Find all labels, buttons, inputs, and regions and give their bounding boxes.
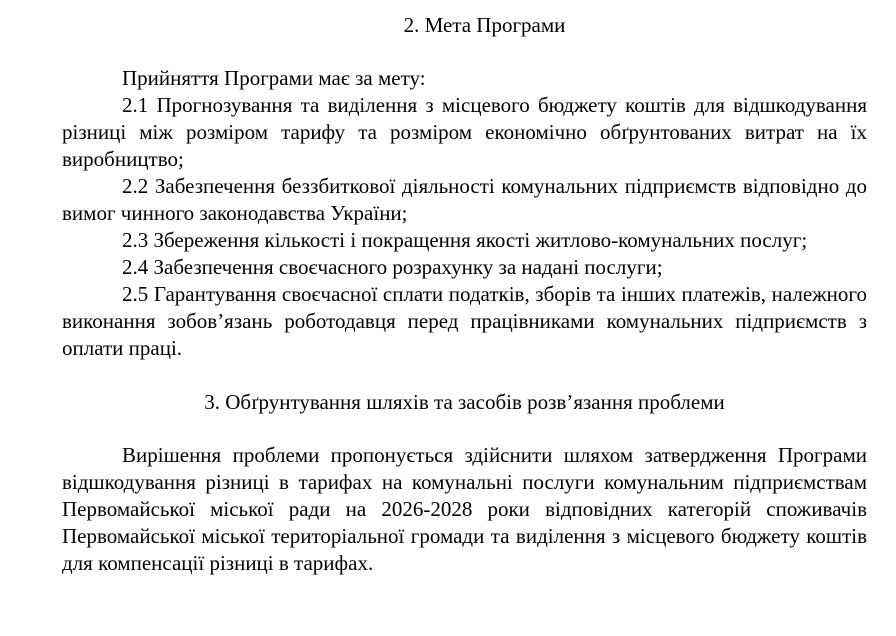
section-3-heading: 3. Обґрунтування шляхів та засобів розв’язання проблеми [204,390,725,414]
goal-item-2-4: 2.4 Забезпечення своєчасного розрахунку за надані послуги; [122,255,663,279]
goal-item-2-3: 2.3 Збереження кількості і покращення якості житлово-комунальних послуг; [122,228,808,252]
section-2-heading: 2. Мета Програми [403,13,566,37]
goal-item-2-5: 2.5 Гарантування своєчасної сплати податків, зборів та інших платежів, належного виконання зобов’язань роботодавця перед працівниками комунальних підприємств з оплати праці. [62,282,867,360]
goal-item-2-2: 2.2 Забезпечення беззбиткової діяльності комунальних підприємств відповідно до вимог чинного законодавства України; [62,174,867,225]
goal-item-2-1: 2.1 Прогнозування та виділення з місцевого бюджету коштів для відшкодування різниці між розміром тарифу та розміром економічно обґрунтованих витрат на їх виробництво; [62,93,867,171]
section-2-intro: Прийняття Програми має за мету: [122,66,426,90]
document-page [62,12,867,577]
section-3-body: Вирішення проблеми пропонується здійснити шляхом затвердження Програми відшкодування різниці в тарифах на комунальні послуги комунальним підприємствам Первомайської міської ради на 2026-2028 роки відповідних категорій споживачів Первомайської міської територіальної громади та виділення з місцевого бюджету коштів для компенсації різниці в тарифах. [62,443,867,575]
